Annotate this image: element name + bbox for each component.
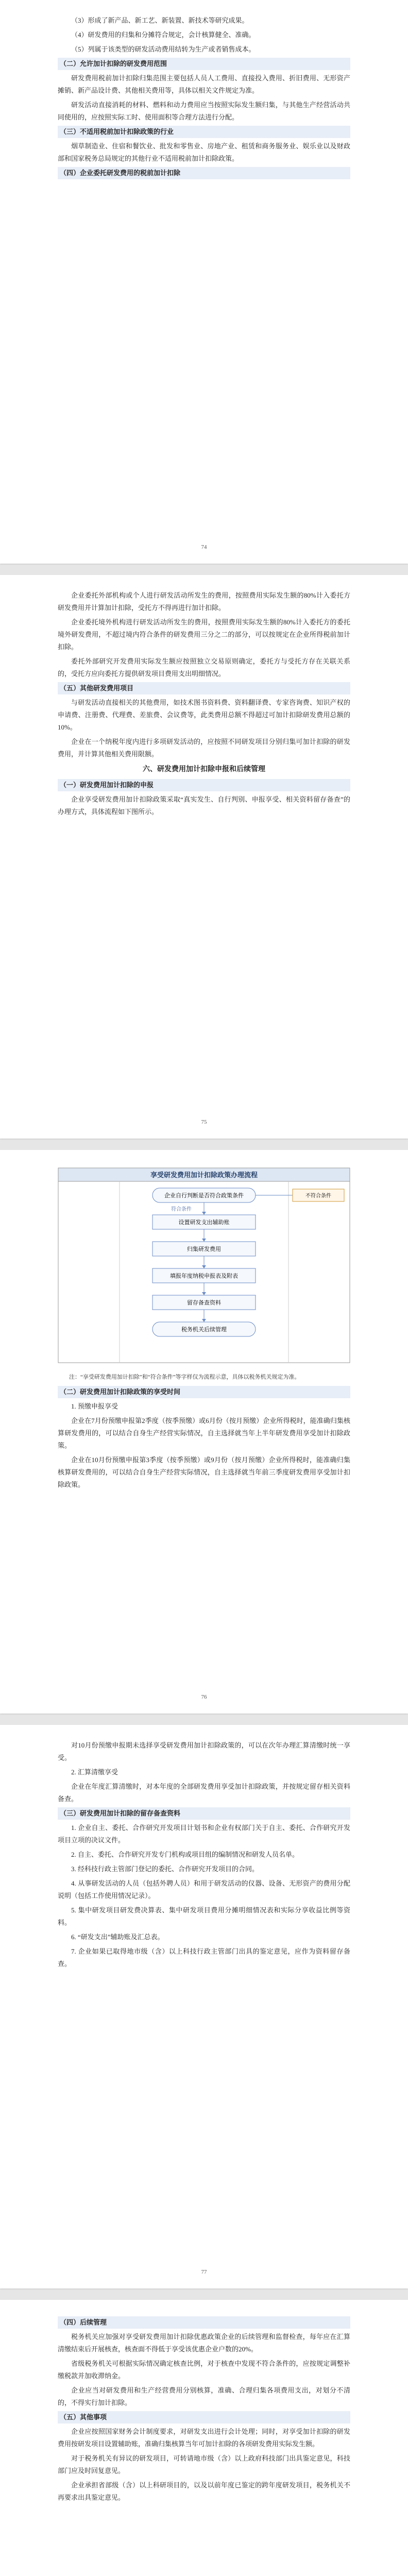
paragraph: 4. 从事研发活动的人员（包括外聘人员）和用于研发活动的仪器、设备、无形资产的费用分配说明（包括工作使用情况记录）。 — [58, 1879, 350, 1900]
paragraph: 5. 集中研发项目研发费决算表、集中研发项目费用分摊明细情况表和实际分享收益比例等资料。 — [58, 1906, 350, 1926]
paragraph: 烟草制造业、住宿和餐饮业、批发和零售业、房地产业、租赁和商务服务业、娱乐业以及财政部和国家税务总局规定的其他行业不适用税前加计扣除政策。 — [58, 142, 350, 162]
flow-step: 税务机关后续管理 — [181, 1327, 227, 1333]
page-4 — [0, 1725, 408, 2289]
page-3-content — [58, 1164, 350, 1493]
process-flowchart — [58, 1167, 350, 1363]
paragraph: 2. 自主、委托、合作研究开发专门机构或项目组的编制情况和研发人员名单。 — [71, 1851, 299, 1858]
paragraph: 企业在10月份预缴申报第3季度（按季预缴）或9月份（按月预缴）企业所得税时，能准确归集核算研发费用的，可以结合自身生产经营实际情况，自主选择就当年前三季度研发费用享受加计扣除政策。 — [58, 1456, 350, 1488]
page-1 — [0, 0, 408, 564]
paragraph: （3）形成了新产品、新工艺、新装置、新技术等研究成果。 — [71, 16, 249, 24]
paragraph: 企业享受研发费用加计扣除政策采取“真实发生、自行判别、申报享受、相关资料留存备查”的办理方式，具体流程如下图所示。 — [58, 795, 350, 816]
page-5-content — [58, 2314, 350, 2506]
flow-step: 企业自行判断是否符合政策条件 — [164, 1193, 244, 1199]
paragraph: （5）列属于该类型的研发活动费用结转为生产或者销售成本。 — [71, 45, 256, 53]
paragraph: 7. 企业如果已取得地市级（含）以上科技行政主管部门出具的鉴定意见，应作为资料留存备查。 — [58, 1947, 350, 1968]
section-heading: （四）企业委托研发费用的税前加计扣除 — [58, 167, 350, 179]
paragraph: 企业应按照国家财务会计制度要求，对研发支出进行会计处理；同时，对享受加计扣除的研发费用按研发项目设置辅助账，准确归集核算当年可加计扣除的各项研发费用实际发生额。 — [58, 2428, 350, 2448]
paragraph: 企业在年度汇算清缴时，对本年度的全部研发费用享受加计扣除政策，并按规定留存相关资料备查。 — [58, 1783, 350, 1803]
section-heading: （三）研发费用加计扣除的留存备查资料 — [58, 1807, 350, 1820]
page-4-content — [58, 1739, 350, 1972]
page-number: 76 — [201, 1694, 207, 1700]
page-number: 74 — [201, 544, 207, 550]
paragraph: 1. 企业自主、委托、合作研究开发项目计划书和企业有权部门关于自主、委托、合作研究开发项目立项的决议文件。 — [58, 1824, 350, 1844]
chapter-heading: 六、研发费用加计扣除申报和后续管理 — [143, 766, 265, 773]
paragraph: 企业在一个纳税年度内进行多项研发活动的，应按照不同研发项目分别归集可加计扣除的研发费用，并计算其他相关费用限额。 — [58, 738, 350, 758]
page-1-content — [58, 14, 350, 181]
paragraph: 企业委托外部机构或个人进行研发活动所发生的费用，按照费用实际发生额的80%计入委托方研发费用并计算加计扣除，受托方不得再进行加计扣除。 — [58, 591, 350, 612]
paragraph: 对10月份预缴申报期未选择享受研发费用加计扣除政策的，可以在次年办理汇算清缴时统一享受。 — [58, 1741, 350, 1761]
flow-branch-label: 符合条件 — [171, 1207, 192, 1212]
paragraph: 省级税务机关可根据实际情况确定核查比例，对于核查中发现不符合条件的，应按规定调整补缴税款并加收滞纳金。 — [58, 2360, 350, 2380]
section-heading: （二）研发费用加计扣除政策的享受时间 — [58, 1386, 350, 1398]
section-heading: （五）其他研发费用项目 — [58, 682, 350, 694]
page-5 — [0, 2300, 408, 2576]
section-heading: （五）其他事项 — [58, 2411, 350, 2424]
paragraph: 与研发活动直接相关的其他费用，如技术图书资料费、资料翻译费、专家咨询费、知识产权的申请费、注册费、代理费、差旅费、会议费等，此类费用总额不得超过可加计扣除研发费用总额的10%。 — [58, 699, 350, 731]
section-heading: （三）不适用税前加计扣除政策的行业 — [58, 126, 350, 138]
flow-step: 留存备查资料 — [187, 1300, 221, 1306]
page-2-content — [58, 589, 350, 820]
page-2 — [0, 575, 408, 1139]
paragraph: （4）研发费用的归集和分摊符合规定，会计核算健全、准确。 — [71, 31, 256, 39]
paragraph: 6. “研发支出”辅助账及汇总表。 — [71, 1933, 164, 1941]
flowchart-title: 享受研发费用加计扣除政策办理流程 — [150, 1171, 258, 1179]
page-number: 77 — [201, 2269, 207, 2275]
flow-step: 设置研发支出辅助账 — [178, 1219, 230, 1226]
subheading: 2. 汇算清缴享受 — [71, 1768, 118, 1776]
paragraph: 企业承担省部级（含）以上科研项目的，以及以前年度已鉴定的跨年度研发项目，税务机关不再要求出具鉴定意见。 — [58, 2481, 350, 2501]
paragraph: 企业应当对研发费用和生产经营费用分别核算，准确、合理归集各项费用支出，对划分不清的，不得实行加计扣除。 — [58, 2386, 350, 2406]
page-3 — [0, 1150, 408, 1714]
section-heading: （一）研发费用加计扣除的申报 — [58, 779, 350, 791]
paragraph: 企业委托境外机构进行研发活动所发生的费用，按照费用实际发生额的80%计入委托方的委托境外研发费用，不超过境内符合条件的研发费用三分之二的部分，可以按规定在企业所得税前加计扣除。 — [58, 618, 350, 651]
paragraph: 企业在7月份预缴申报第2季度（按季预缴）或6月份（按月预缴）企业所得税时，能准确归集核算研发费用的，可以结合自身生产经营实际情况，自主选择就当年上半年研发费用享受加计扣除政策。 — [58, 1417, 350, 1449]
flow-branch-label: 不符合条件 — [305, 1193, 331, 1199]
flow-step: 归集研发费用 — [187, 1246, 221, 1252]
paragraph: 3. 经科技行政主管部门登记的委托、合作研究开发项目的合同。 — [71, 1865, 259, 1873]
section-heading: （二）允许加计扣除的研发费用范围 — [58, 58, 350, 70]
paragraph: 对于税务机关有异议的研发项目，可转请地市级（含）以上政府科技部门出具鉴定意见，科技部门应及时回复意见。 — [58, 2454, 350, 2475]
paragraph: 研发费用税前加计扣除归集范围主要包括人员人工费用、直接投入费用、折旧费用、无形资产摊销、新产品设计费、其他相关费用等，具体以相关文件规定为准。 — [58, 74, 350, 94]
section-heading: （四）后续管理 — [58, 2316, 350, 2329]
subheading: 1. 预缴申报享受 — [71, 1402, 118, 1410]
flow-step: 填报年度纳税申报表及附表 — [170, 1273, 238, 1279]
figure-caption: 注：“享受研发费用加计扣除”和“符合条件”等字样仅为流程示意，具体以税务机关规定为准。 — [69, 1374, 300, 1380]
paragraph: 研发活动直接消耗的材料、燃料和动力费用应当按照实际发生额归集，与其他生产经营活动共同使用的，应按照实际工时、使用面积等合理方法进行分配。 — [58, 101, 350, 121]
page-number: 75 — [201, 1119, 207, 1125]
paragraph: 委托外部研究开发费用实际发生额应按照独立交易原则确定，委托方与受托方存在关联关系的，受托方应向委托方提供研发项目费用支出明细情况。 — [58, 657, 350, 677]
paragraph: 税务机关应加强对享受研发费用加计扣除优惠政策企业的后续管理和监督检查，每年应在汇算清缴结束后开展核查，核查面不得低于享受该优惠企业户数的20%。 — [58, 2333, 350, 2353]
